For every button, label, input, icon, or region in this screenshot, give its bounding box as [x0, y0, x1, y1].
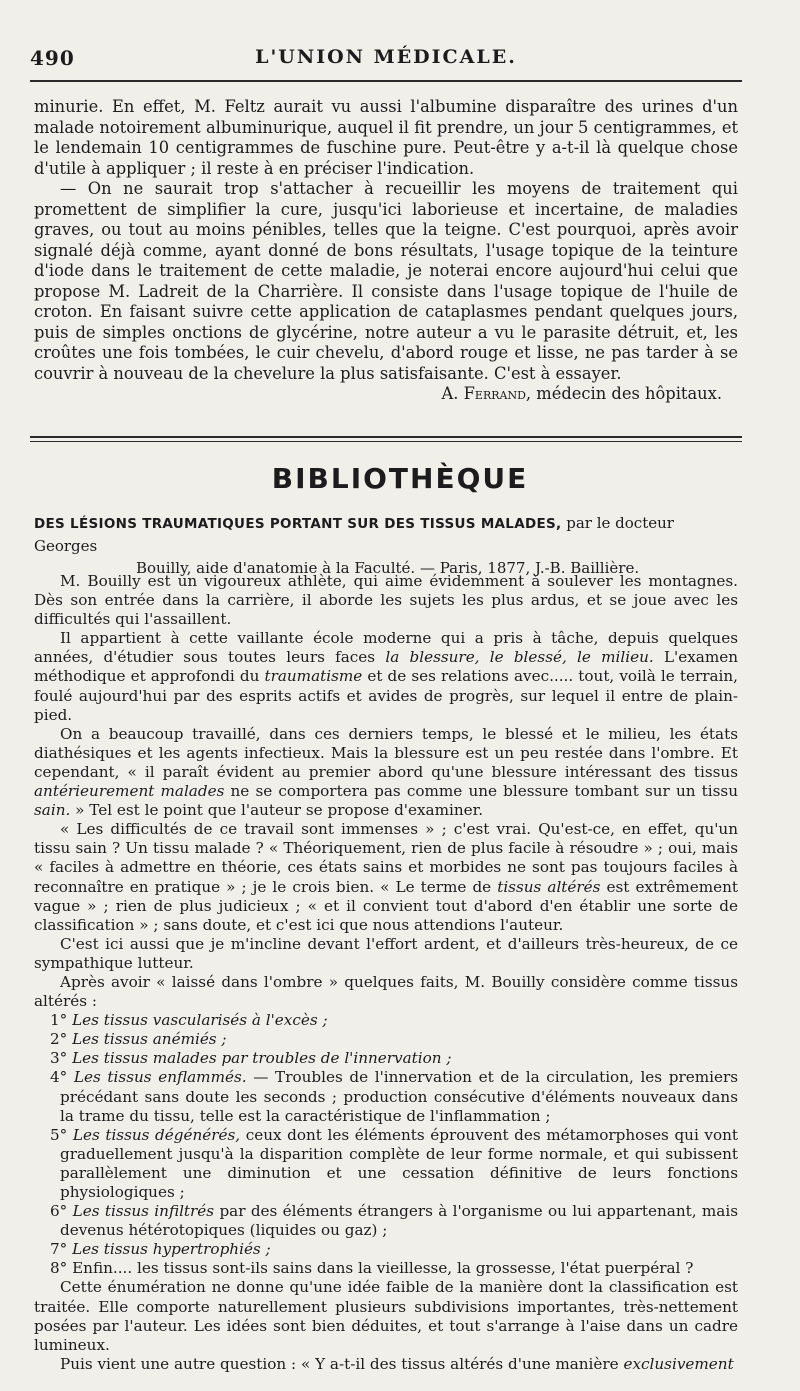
- review-paragraph-1: M. Bouilly est un vigoureux athlète, qui aime évidemment à soulever les montagnes. Dès son entrée dans la carrière, il aborde les sujets les plus ardus, et se joue avec les difficultés qui l'assaillent.: [34, 572, 738, 629]
- list-item: 2° Les tissus anémiés ;: [50, 1030, 227, 1049]
- section-title: BIBLIOTHÈQUE: [271, 462, 529, 495]
- list-item: 6° Les tissus infiltrés par des éléments étrangers à l'organisme ou lui appartenant, mais devenus hétérotopiques (liquides ou gaz) ;: [50, 1202, 739, 1240]
- review-paragraph-7: Cette énumération ne donne qu'une idée faible de la manière dont la classification est traitée. Elle comporte naturellement plusieurs subdivisions importantes, très-nettement posées par l'auteur. Les idées sont bien déduites, et tout s'arrange à l'aise dans un cadre lumineux.: [34, 1278, 738, 1354]
- header-rule: [30, 80, 742, 82]
- book-reference: [34, 512, 738, 579]
- review-paragraph-5: C'est ici aussi que je m'incline devant l'effort ardent, et d'ailleurs très-heureux, de ce sympathique lutteur.: [34, 934, 738, 972]
- article-signature: [34, 384, 738, 405]
- list-item: 8° Enfin.... les tissus sont-ils sains dans la vieillesse, la grossesse, l'état puerpéral ?: [50, 1259, 694, 1278]
- book-author-line: Bouilly, aide d'anatomie à la Faculté. — Paris, 1877, J.-B. Baillière.: [136, 559, 640, 577]
- signature-role: médecin des hôpitaux.: [536, 384, 722, 403]
- review-paragraph-2: Il appartient à cette vaillante école moderne qui a pris à tâche, depuis quelques années, d'étudier sous toutes leurs faces la blessure, le blessé, le milieu. L'examen méthodique et approfondi du traumatisme et de ses relations avec..... tout, voilà le terrain, foulé aujourd'hui par des esprits actifs et avides de progrès, sur lequel il entre de plain-pied.: [34, 629, 738, 724]
- section-rule-bottom: [30, 441, 742, 442]
- section-rule-top: [30, 436, 742, 438]
- list-item: 4° Les tissus enflammés. — Troubles de l'innervation et de la circulation, les premiers précédant sans doute les seconds ; production consécutive d'éléments nouveaux dans la trame du tissu, telle est la caractéristique de l'inflammation ;: [50, 1068, 739, 1125]
- top-article: [34, 97, 738, 405]
- article-paragraph-2: — On ne saurait trop s'attacher à recueillir les moyens de traitement qui promettent de simplifier la cure, jusqu'ici laborieuse et incertaine, de maladies graves, ou tout au moins pénibles, telles que la teigne. C'est pourquoi, après avoir signalé déjà comme, ayant donné de bons résultats, l'usage topique de la teinture d'iode dans le traitement de cette maladie, je noterai encore aujourd'hui celui que propose M. Ladreit de la Charrière. Il consiste dans l'usage topique de l'huile de croton. En faisant suivre cette application de cataplasmes pendant quelques jours, puis de simples onctions de glycérine, notre auteur a vu le parasite détruit, et, les croûtes une fois tombées, le cuir chevelu, d'abord rouge et lisse, ne pas tarder à se couvrir à nouveau de la chevelure la plus satisfaisante. C'est à essayer.: [34, 179, 738, 383]
- signature-name: A. Ferrand,: [441, 384, 532, 403]
- review-paragraph-8: Puis vient une autre question : « Y a-t-il des tissus altérés d'une manière exclusivement: [60, 1354, 734, 1373]
- review-paragraph-4: « Les difficultés de ce travail sont immenses » ; c'est vrai. Qu'est-ce, en effet, qu'un tissu sain ? Un tissu malade ? « Théoriquement, rien de plus facile à résoudre » ; oui, mais « faciles à admettre en théorie, ces états sains et morbides ne sont pas toujours faciles à reconnaître en pratique » ; je le crois bien. « Le terme de tissus altérés est extrêmement vague » ; rien de plus judicieux ; « et il convient tout d'abord d'en établir une sorte de classification » ; sans doute, et c'est ici que nous attendions l'auteur.: [34, 820, 739, 934]
- book-title: DES LÉSIONS TRAUMATIQUES PORTANT SUR DES TISSUS MALADES,: [34, 516, 562, 532]
- review-paragraph-3: On a beaucoup travaillé, dans ces derniers temps, le blessé et le milieu, les états diathésiques et les agents infectieux. Mais la blessure est un peu restée dans l'ombre. Et cependant, « il paraît évident au premier abord qu'une blessure intéressant des tissus antérieurement malades ne se comportera pas comme une blessure tombant sur un tissu sain. » Tel est le point que l'auteur se propose d'examiner.: [34, 724, 738, 820]
- classification-list: [34, 1011, 738, 1278]
- page-number: 490: [30, 46, 75, 70]
- journal-title: L'UNION MÉDICALE.: [255, 46, 517, 68]
- article-paragraph-1: minurie. En effet, M. Feltz aurait vu aussi l'albumine disparaître des urines d'un malade notoirement albuminurique, auquel il fit prendre, un jour 5 centigrammes, et le lendemain 10 centigrammes de fuschine pure. Peut-être y a-t-il là quelque chose d'utile à appliquer ; il reste à en préciser l'indication.: [34, 97, 738, 178]
- book-review: [34, 572, 738, 1374]
- review-paragraph-6: Après avoir « laissé dans l'ombre » quelques faits, M. Bouilly considère comme tissus altérés :: [34, 972, 738, 1011]
- list-item: 5° Les tissus dégénérés, ceux dont les éléments éprouvent des métamorphoses qui vont graduellement jusqu'à la disparition complète de leur forme normale, et qui subissent parallèlement une diminution et une cessation définitive de leurs fonctions physiologiques ;: [50, 1125, 739, 1201]
- list-item: 3° Les tissus malades par troubles de l'innervation ;: [50, 1049, 452, 1068]
- running-header: [30, 46, 742, 78]
- book-title-rest: par le docteur Georges: [34, 514, 674, 555]
- list-item: 1° Les tissus vascularisés à l'excès ;: [50, 1011, 328, 1030]
- list-item: 7° Les tissus hypertrophiés ;: [50, 1240, 271, 1259]
